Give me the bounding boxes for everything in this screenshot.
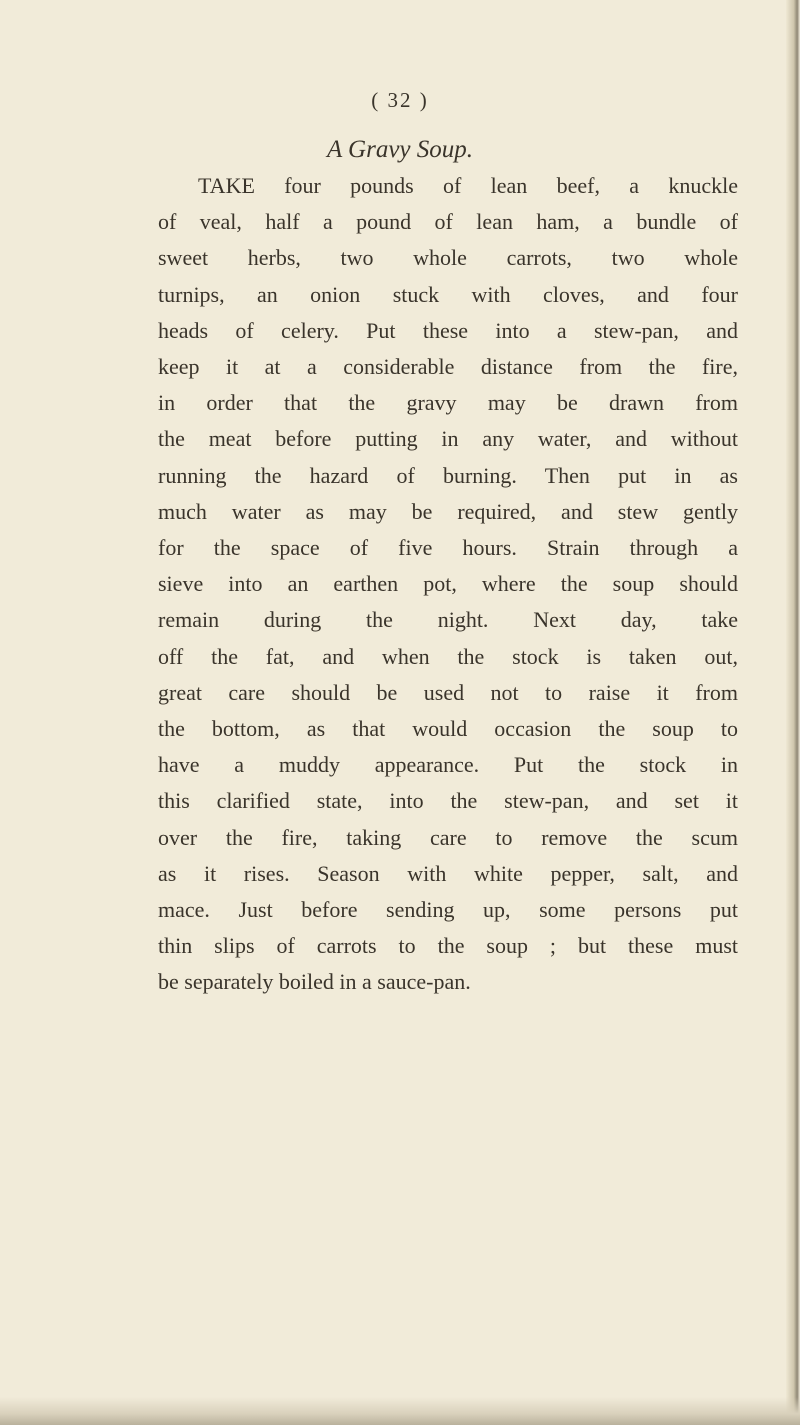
body-line: as it rises. Season with white pepper, salt, and <box>158 860 738 886</box>
body-line: heads of celery. Put these into a stew-pan, and <box>158 317 738 343</box>
body-line: be separately boiled in a sauce-pan. <box>158 969 471 995</box>
body-line: TAKE four pounds of lean beef, a knuckle <box>198 173 738 198</box>
body-line: the bottom, as that would occasion the soup to <box>158 716 738 742</box>
body-line: keep it at a considerable distance from the fire, <box>158 354 738 380</box>
body-line: in order that the gravy may be drawn from <box>158 390 738 416</box>
body-line: turnips, an onion stuck with cloves, and four <box>158 281 738 307</box>
body-line: of veal, half a pound of lean ham, a bundle of <box>158 209 738 235</box>
body-line: remain during the night. Next day, take <box>158 607 738 633</box>
body-line: the meat before putting in any water, and without <box>158 426 738 452</box>
recipe-title: A Gravy Soup. <box>326 136 474 163</box>
body-line: great care should be used not to raise it from <box>158 679 738 705</box>
body-line: off the fat, and when the stock is taken out, <box>158 643 738 669</box>
body-line: running the hazard of burning. Then put in as <box>158 462 738 488</box>
body-line: mace. Just before sending up, some persons put <box>158 897 738 923</box>
page-bottom-edge <box>0 1397 800 1425</box>
body-line: sweet herbs, two whole carrots, two whole <box>158 245 738 271</box>
body-line: for the space of five hours. Strain through a <box>158 535 738 561</box>
page-number: ( 32 ) <box>371 88 429 112</box>
body-line: over the fire, taking care to remove the scum <box>158 824 738 850</box>
page-edge-shadow <box>786 0 800 1425</box>
body-line: much water as may be required, and stew gently <box>158 498 738 524</box>
body-line: have a muddy appearance. Put the stock in <box>158 752 738 778</box>
body-line: thin slips of carrots to the soup ; but these must <box>158 933 738 959</box>
body-line: sieve into an earthen pot, where the soup should <box>158 571 738 597</box>
body-line: this clarified state, into the stew-pan, and set it <box>158 788 738 814</box>
recipe-body <box>158 168 738 1001</box>
